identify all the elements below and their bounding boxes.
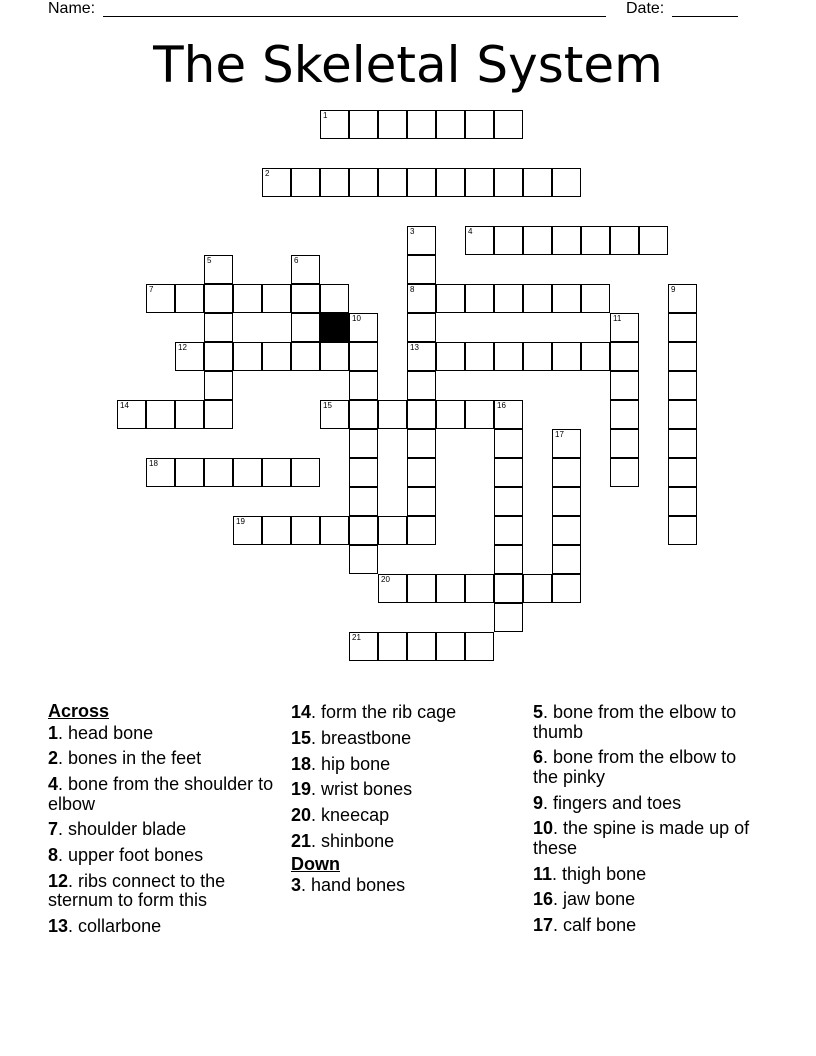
clue-number: 2 <box>48 748 59 769</box>
clue-number: 5 <box>207 256 212 265</box>
crossword-cell[interactable] <box>494 168 523 197</box>
clue-text: form the rib cage <box>316 702 457 722</box>
name-label: Name: <box>48 0 96 17</box>
clue-item: 17. calf bone <box>533 915 637 936</box>
clues-column-3 <box>533 703 753 942</box>
crossword-cell[interactable] <box>378 168 407 197</box>
crossword-cell[interactable] <box>204 284 233 313</box>
crossword-cell[interactable] <box>581 226 610 255</box>
crossword-cell[interactable] <box>494 545 523 574</box>
crossword-cell[interactable] <box>233 284 262 313</box>
clue-number: 13 <box>410 343 419 352</box>
crossword-cell[interactable] <box>407 226 436 255</box>
crossword-cell[interactable] <box>117 400 146 429</box>
crossword-cell[interactable] <box>523 284 552 313</box>
crossword-cell[interactable] <box>291 255 320 284</box>
crossword-cell[interactable] <box>291 168 320 197</box>
crossword-cell[interactable] <box>175 458 204 487</box>
clue-number: 11 <box>533 863 553 884</box>
clue-item: 12. ribs connect to the sternum to form this <box>48 870 226 911</box>
clue-number: 16 <box>497 401 506 410</box>
clue-text: breastbone <box>316 727 412 748</box>
crossword-cell[interactable] <box>204 342 233 371</box>
crossword-cell[interactable] <box>349 168 378 197</box>
clue-item: 19. wrist bones <box>291 779 413 800</box>
crossword-cell[interactable] <box>494 487 523 516</box>
crossword-cell[interactable] <box>407 342 436 371</box>
crossword-cell[interactable] <box>494 226 523 255</box>
crossword-cell[interactable] <box>262 516 291 545</box>
crossword-cell[interactable] <box>349 313 378 342</box>
clue-item: 10. the spine is made up of these <box>533 818 750 858</box>
clue-number: 4 <box>468 227 473 236</box>
crossword-cell[interactable] <box>407 255 436 284</box>
crossword-cell[interactable] <box>262 342 291 371</box>
crossword-cell[interactable] <box>204 313 233 342</box>
crossword-cell[interactable] <box>349 458 378 487</box>
crossword-cell[interactable] <box>407 168 436 197</box>
crossword-cell[interactable] <box>204 458 233 487</box>
clue-number: 12 <box>178 343 187 352</box>
crossword-cell[interactable] <box>291 342 320 371</box>
crossword-cell[interactable] <box>668 516 697 545</box>
crossword-cell[interactable] <box>320 284 349 313</box>
clue-text: bones in the feet <box>63 748 202 769</box>
clues-column-1 <box>48 702 288 943</box>
clue-number: 7 <box>149 285 154 294</box>
crossword-cell[interactable] <box>436 110 465 139</box>
crossword-cell[interactable] <box>581 342 610 371</box>
crossword-cell[interactable] <box>465 342 494 371</box>
crossword-cell[interactable] <box>494 603 523 632</box>
crossword-cell[interactable] <box>610 371 639 400</box>
clue-number: 18 <box>291 753 312 774</box>
crossword-cell[interactable] <box>407 313 436 342</box>
clue-text: upper foot bones <box>63 845 204 866</box>
crossword-cell[interactable] <box>320 168 349 197</box>
clue-item: 20. kneecap <box>291 805 390 826</box>
crossword-cell[interactable] <box>146 458 175 487</box>
clue-number: 19 <box>291 779 312 800</box>
crossword-cell[interactable] <box>552 342 581 371</box>
crossword-cell[interactable] <box>146 284 175 313</box>
crossword-cell[interactable] <box>552 429 581 458</box>
clue-text: hip bone <box>316 753 391 774</box>
crossword-cell[interactable] <box>639 226 668 255</box>
crossword-cell[interactable] <box>349 400 378 429</box>
clue-item: 21. shinbone <box>291 830 395 851</box>
crossword-cell[interactable] <box>378 400 407 429</box>
clue-text: calf bone <box>558 915 637 936</box>
crossword-cell[interactable] <box>465 284 494 313</box>
clue-number: 20 <box>291 805 312 826</box>
crossword-cell[interactable] <box>175 400 204 429</box>
crossword-cell[interactable] <box>407 429 436 458</box>
crossword-cell[interactable] <box>465 632 494 661</box>
crossword-cell[interactable] <box>175 342 204 371</box>
crossword-cell[interactable] <box>407 400 436 429</box>
crossword-cell[interactable] <box>407 574 436 603</box>
clue-item: 8. upper foot bones <box>48 845 204 866</box>
crossword-cell[interactable] <box>175 284 204 313</box>
clue-number: 9 <box>533 792 544 813</box>
clue-number: 13 <box>48 916 69 937</box>
clue-number: 7 <box>48 819 59 840</box>
clue-text: the spine is made up of these <box>533 818 750 858</box>
crossword-cell[interactable] <box>204 371 233 400</box>
clue-item: 9. fingers and toes <box>533 792 682 813</box>
crossword-cell[interactable] <box>552 516 581 545</box>
down-clue-list-continued <box>533 703 753 936</box>
crossword-cell[interactable] <box>523 342 552 371</box>
crossword-cell[interactable] <box>436 574 465 603</box>
crossword-cell[interactable] <box>494 429 523 458</box>
clue-text: hand bones <box>306 875 406 896</box>
crossword-cell[interactable] <box>552 168 581 197</box>
clue-text: bone from the shoulder to elbow <box>48 774 274 814</box>
crossword-cell[interactable] <box>436 632 465 661</box>
clue-text: kneecap <box>316 805 390 826</box>
clue-number: 17 <box>533 915 554 936</box>
crossword-cell[interactable] <box>378 632 407 661</box>
crossword-cell[interactable] <box>465 110 494 139</box>
crossword-cell[interactable] <box>349 516 378 545</box>
crossword-cell[interactable] <box>610 458 639 487</box>
clue-text: collarbone <box>73 916 162 937</box>
crossword-cell[interactable] <box>349 110 378 139</box>
clue-number: 18 <box>149 459 158 468</box>
clue-item: 11. thigh bone <box>533 863 647 884</box>
crossword-cell[interactable] <box>610 400 639 429</box>
clue-number: 4 <box>48 774 59 795</box>
clue-item: 1. head bone <box>48 722 154 743</box>
date-label: Date: <box>626 0 665 17</box>
crossword-cell[interactable] <box>349 429 378 458</box>
crossword-cell[interactable] <box>407 516 436 545</box>
crossword-cell[interactable] <box>494 574 523 603</box>
crossword-cell[interactable] <box>610 342 639 371</box>
crossword-cell[interactable] <box>668 371 697 400</box>
crossword-cell[interactable] <box>552 284 581 313</box>
clue-text: shoulder blade <box>63 819 187 840</box>
clue-text: head bone <box>63 722 154 743</box>
crossword-cell[interactable] <box>494 342 523 371</box>
crossword-cell[interactable] <box>349 545 378 574</box>
crossword-cell[interactable] <box>465 226 494 255</box>
crossword-cell[interactable] <box>349 371 378 400</box>
crossword-cell[interactable] <box>291 516 320 545</box>
crossword-cell[interactable] <box>291 458 320 487</box>
clue-number: 11 <box>613 314 622 323</box>
clue-text: jaw bone <box>558 889 636 910</box>
crossword-cell[interactable] <box>349 632 378 661</box>
clue-number: 14 <box>120 401 129 410</box>
crossword-cell[interactable] <box>610 313 639 342</box>
clue-item: 14. form the rib cage <box>291 702 457 722</box>
crossword-cell[interactable] <box>465 168 494 197</box>
crossword-cell[interactable] <box>494 284 523 313</box>
clue-number: 3 <box>410 227 415 236</box>
clue-number: 3 <box>291 875 302 896</box>
clue-number: 15 <box>291 727 312 748</box>
clue-number: 20 <box>381 575 390 584</box>
clue-number: 21 <box>352 633 361 642</box>
crossword-cell[interactable] <box>552 226 581 255</box>
clue-item: 18. hip bone <box>291 753 391 774</box>
crossword-cell[interactable] <box>668 342 697 371</box>
clue-text: bone from the elbow to the pinky <box>533 747 737 787</box>
clue-number: 9 <box>671 285 676 294</box>
clue-item: 3. hand bones <box>291 875 406 896</box>
clue-number: 2 <box>265 169 270 178</box>
crossword-cell[interactable] <box>668 429 697 458</box>
crossword-cell[interactable] <box>610 226 639 255</box>
crossword-cell[interactable] <box>291 313 320 342</box>
clue-number: 1 <box>323 111 328 120</box>
clue-number: 10 <box>533 818 554 839</box>
clue-number: 5 <box>533 702 544 722</box>
crossword-cell[interactable] <box>465 574 494 603</box>
crossword-cell[interactable] <box>668 400 697 429</box>
crossword-cell[interactable] <box>233 342 262 371</box>
clue-number: 6 <box>294 256 299 265</box>
clue-text: fingers and toes <box>548 792 682 813</box>
crossword-cell[interactable] <box>494 458 523 487</box>
crossword-cell[interactable] <box>523 574 552 603</box>
crossword-cell[interactable] <box>146 400 175 429</box>
clue-number: 19 <box>236 517 245 526</box>
clue-number: 12 <box>48 870 69 891</box>
across-clue-list-continued <box>291 703 531 851</box>
crossword-cell[interactable] <box>494 110 523 139</box>
clue-item: 6. bone from the elbow to the pinky <box>533 747 737 787</box>
crossword-cell[interactable] <box>378 516 407 545</box>
clue-item: 5. bone from the elbow to thumb <box>533 702 737 742</box>
crossword-cell[interactable] <box>320 400 349 429</box>
crossword-cell[interactable] <box>349 487 378 516</box>
across-clue-list <box>48 724 288 937</box>
crossword-cell[interactable] <box>494 400 523 429</box>
crossword-cell[interactable] <box>494 516 523 545</box>
crossword-cell[interactable] <box>407 487 436 516</box>
crossword-cell[interactable] <box>436 342 465 371</box>
crossword-cell[interactable] <box>233 458 262 487</box>
clue-number: 17 <box>555 430 564 439</box>
crossword-cell[interactable] <box>291 284 320 313</box>
crossword-cell[interactable] <box>407 371 436 400</box>
crossword-cell[interactable] <box>668 458 697 487</box>
down-heading: Down <box>291 853 340 874</box>
clue-number: 10 <box>352 314 361 323</box>
crossword-cell[interactable] <box>407 632 436 661</box>
crossword-cell[interactable] <box>552 545 581 574</box>
crossword-cell[interactable] <box>407 110 436 139</box>
clue-text: wrist bones <box>316 779 413 800</box>
crossword-cell[interactable] <box>262 284 291 313</box>
clue-item: 15. breastbone <box>291 727 412 748</box>
clue-number: 8 <box>410 285 415 294</box>
crossword-cell[interactable] <box>262 168 291 197</box>
crossword-cell[interactable] <box>552 574 581 603</box>
clue-number: 1 <box>48 722 59 743</box>
crossword-cell[interactable] <box>436 400 465 429</box>
clue-text: ribs connect to the sternum to form this <box>48 870 226 911</box>
crossword-cell[interactable] <box>668 313 697 342</box>
crossword-cell[interactable] <box>262 458 291 487</box>
clue-item: 16. jaw bone <box>533 889 636 910</box>
clue-number: 14 <box>291 702 312 722</box>
crossword-block <box>320 313 349 342</box>
crossword-cell[interactable] <box>233 516 262 545</box>
crossword-cell[interactable] <box>378 110 407 139</box>
clue-number: 15 <box>323 401 332 410</box>
clue-number: 16 <box>533 889 554 910</box>
down-clue-list <box>291 876 531 896</box>
clue-number: 6 <box>533 747 544 768</box>
clue-text: shinbone <box>316 830 395 851</box>
crossword-cell[interactable] <box>523 168 552 197</box>
clue-text: thigh bone <box>557 863 647 884</box>
crossword-cell[interactable] <box>610 429 639 458</box>
crossword-cell[interactable] <box>204 255 233 284</box>
crossword-cell[interactable] <box>465 400 494 429</box>
crossword-cell[interactable] <box>523 226 552 255</box>
crossword-cell[interactable] <box>320 516 349 545</box>
crossword-cell[interactable] <box>552 487 581 516</box>
clues-column-2 <box>291 703 531 902</box>
crossword-cell[interactable] <box>320 110 349 139</box>
across-heading: Across <box>48 701 110 721</box>
crossword-cell[interactable] <box>436 284 465 313</box>
crossword-cell[interactable] <box>668 487 697 516</box>
clue-item: 7. shoulder blade <box>48 819 187 840</box>
clue-item: 2. bones in the feet <box>48 748 202 769</box>
clue-item: 13. collarbone <box>48 916 162 937</box>
clue-number: 21 <box>291 830 312 851</box>
page-title: The Skeletal System <box>153 36 663 94</box>
crossword-cell[interactable] <box>552 458 581 487</box>
crossword-cell[interactable] <box>581 284 610 313</box>
crossword-cell[interactable] <box>204 400 233 429</box>
crossword-cell[interactable] <box>668 284 697 313</box>
crossword-cell[interactable] <box>407 284 436 313</box>
crossword-cell[interactable] <box>407 458 436 487</box>
crossword-cell[interactable] <box>349 342 378 371</box>
crossword-cell[interactable] <box>378 574 407 603</box>
clue-text: bone from the elbow to thumb <box>533 702 737 742</box>
crossword-cell[interactable] <box>320 342 349 371</box>
crossword-cell[interactable] <box>436 168 465 197</box>
clue-number: 8 <box>48 845 59 866</box>
clue-item: 4. bone from the shoulder to elbow <box>48 774 274 814</box>
